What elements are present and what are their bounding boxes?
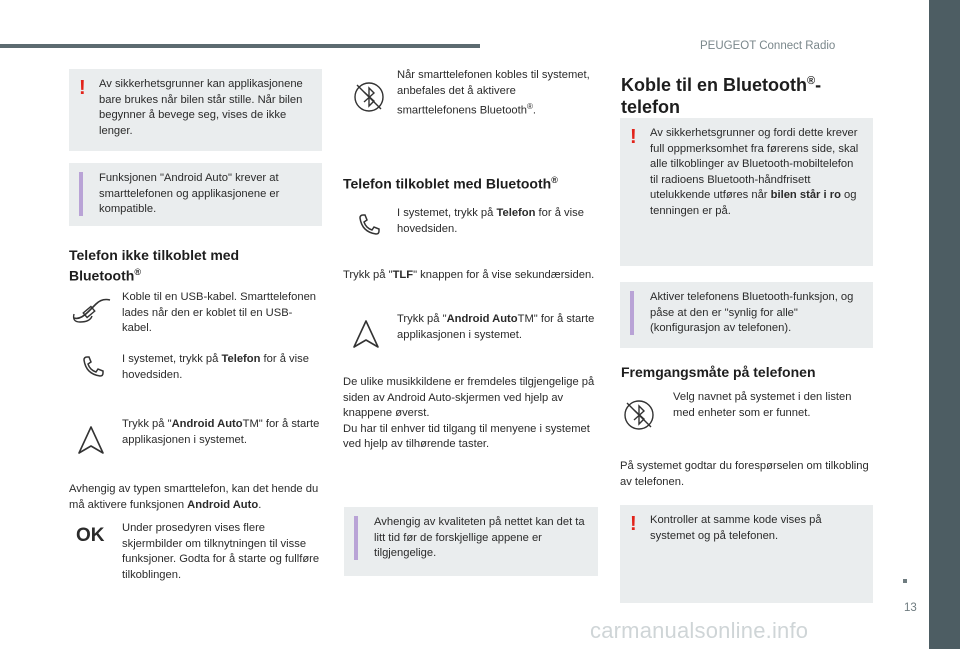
ok-icon: OK	[76, 525, 105, 546]
warning-text: Av sikkerhetsgrunner kan applikasjonene bare brukes når bilen står stille. Når bilen begynner å bevege seg, vises de ikke lenger.	[99, 78, 303, 137]
warning-icon: !	[630, 513, 637, 535]
phone-icon	[80, 354, 106, 380]
bluetooth-icon	[622, 398, 656, 432]
android-auto-icon	[75, 424, 107, 456]
info-text: Avhengig av kvaliteten på nettet kan det ta litt tid før de forskjellige appene er tilgjengelige.	[374, 516, 585, 559]
warning-text: Kontroller at samme kode vises på systemet og på telefonen.	[650, 514, 822, 542]
phone-instruction: I systemet, trykk på Telefon for å vise hovedsiden.	[122, 353, 309, 381]
info-box	[620, 282, 873, 348]
bluetooth-instruction: Velg navnet på systemet i den listen med enheter som er funnet.	[673, 391, 852, 419]
warning-icon: !	[79, 77, 86, 99]
side-strip	[929, 0, 960, 649]
android-auto-icon	[350, 318, 382, 350]
warning-text: Av sikkerhetsgrunner og fordi dette krever full oppmerksomhet fra førerens side, skal alle tilkoblinger av Bluetooth-mobiltelefon til radioens Bluetooth-håndfrisett utelukkende utføres når bilen står i ro og tenningen er på.	[650, 127, 859, 217]
warning-box	[69, 69, 322, 151]
phone-instruction: I systemet, trykk på Telefon for å vise hovedsiden.	[397, 207, 584, 235]
section-title: Koble til en Bluetooth®- telefon	[621, 75, 822, 117]
bluetooth-icon	[352, 80, 386, 114]
bluetooth-recommendation: Når smarttelefonen kobles til systemet, anbefales det å aktivere smarttelefonens Bluetooth®.	[397, 69, 590, 117]
ok-instruction: Under prosedyren vises flere skjermbilder om tilknytningen til visse funksjoner. Godta for å starte og fullføre tilkoblingen.	[122, 522, 320, 581]
section-heading: Fremgangsmåte på telefonen	[621, 364, 816, 380]
info-icon	[79, 172, 83, 216]
accept-instruction: På systemet godtar du forespørselen om tilkobling av telefonen.	[620, 460, 869, 488]
info-icon	[354, 516, 358, 560]
android-auto-instruction: Trykk på "Android AutoTM" for å starte applikasjonen i systemet.	[122, 418, 320, 446]
info-box	[69, 163, 322, 226]
music-sources-note: De ulike musikkildene er fremdeles tilgjengelige på siden av Android Auto-skjermen ved hjelp av knappene øverst. Du har til enhver tid tilgang til menyene i systemet ved hjelp av tilhørende taster.	[343, 376, 595, 450]
section-heading: Telefon ikke tilkoblet med Bluetooth®	[69, 247, 240, 284]
watermark: carmanualsonline.info	[590, 618, 809, 643]
page-number: 13	[904, 602, 917, 614]
info-text: Aktiver telefonens Bluetooth-funksjon, og påse at den er "synlig for alle" (konfigurasjon av telefonen).	[650, 291, 854, 334]
usb-instruction: Koble til en USB-kabel. Smarttelefonen lades når den er koblet til en USB-kabel.	[122, 291, 317, 334]
section-heading: Telefon tilkoblet med Bluetooth®	[343, 175, 558, 192]
android-auto-instruction: Trykk på "Android AutoTM" for å starte applikasjonen i systemet.	[397, 313, 595, 341]
usb-cable-icon	[70, 292, 114, 326]
warning-box	[620, 118, 873, 266]
info-box	[344, 507, 598, 576]
tlf-instruction: Trykk på "TLF" knappen for å vise sekundærsiden.	[343, 269, 595, 281]
warning-icon: !	[630, 126, 637, 148]
top-rule	[0, 44, 480, 48]
phone-icon	[356, 212, 382, 238]
info-text: Funksjonen "Android Auto" krever at smarttelefonen og applikasjonene er kompatible.	[99, 172, 280, 215]
page-header: PEUGEOT Connect Radio	[700, 40, 836, 52]
warning-box	[620, 505, 873, 603]
android-auto-note: Avhengig av typen smarttelefon, kan det hende du må aktivere funksjonen Android Auto.	[69, 483, 319, 511]
page-marker	[903, 579, 907, 583]
info-icon	[630, 291, 634, 335]
